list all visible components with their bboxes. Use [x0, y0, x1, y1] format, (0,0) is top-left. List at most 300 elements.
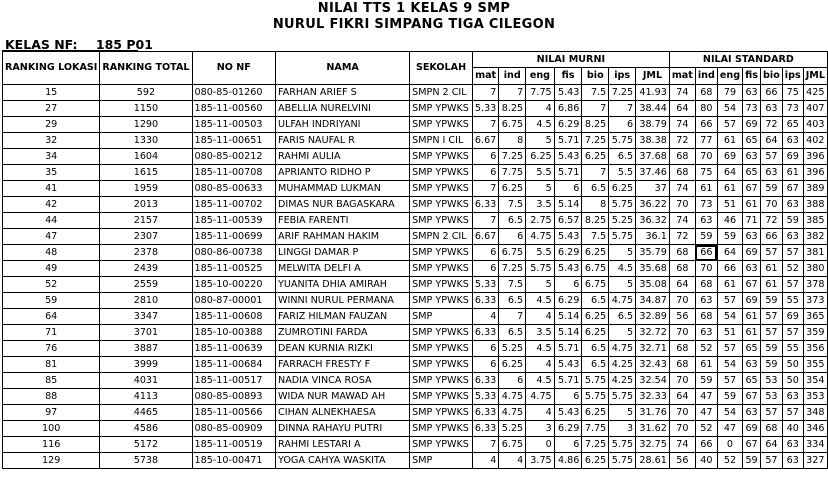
cell-std-bio[interactable]: 68	[761, 421, 783, 437]
cell-std-ips[interactable]: 57	[782, 405, 803, 421]
cell-murni-ind[interactable]: 5.25	[499, 341, 526, 357]
cell-murni-eng[interactable]: 4	[526, 405, 555, 421]
cell-ranking-lokasi[interactable]: 15	[3, 85, 100, 101]
cell-std-eng[interactable]: 79	[717, 85, 742, 101]
cell-murni-jml[interactable]: 32.71	[636, 341, 670, 357]
cell-murni-bio[interactable]: 7.25	[582, 437, 609, 453]
cell-sekolah[interactable]: SMP YPWKS	[410, 325, 473, 341]
cell-ranking-total[interactable]: 592	[100, 85, 192, 101]
cell-std-mat[interactable]: 74	[669, 181, 695, 197]
cell-murni-mat[interactable]: 6.33	[472, 325, 498, 341]
cell-murni-ips[interactable]: 3	[609, 421, 636, 437]
cell-std-eng[interactable]: 51	[717, 325, 742, 341]
cell-std-mat[interactable]: 74	[669, 213, 695, 229]
cell-murni-mat[interactable]: 6.67	[472, 229, 498, 245]
cell-ranking-total[interactable]: 3701	[100, 325, 192, 341]
cell-std-eng[interactable]: 54	[717, 101, 742, 117]
cell-std-bio[interactable]: 72	[761, 117, 783, 133]
cell-murni-fis[interactable]: 5.71	[554, 133, 582, 149]
cell-nama[interactable]: YOGA CAHYA WASKITA	[276, 453, 410, 469]
cell-murni-fis[interactable]: 6.57	[554, 213, 582, 229]
header-std-fis[interactable]: fis	[743, 68, 761, 85]
cell-murni-ind[interactable]: 7.25	[499, 149, 526, 165]
cell-std-jml[interactable]: 348	[803, 405, 827, 421]
cell-std-jml[interactable]: 327	[803, 453, 827, 469]
cell-murni-eng[interactable]: 6.25	[526, 149, 555, 165]
cell-murni-ips[interactable]: 5.75	[609, 389, 636, 405]
cell-std-eng[interactable]: 54	[717, 309, 742, 325]
cell-std-mat[interactable]: 68	[669, 245, 695, 261]
cell-murni-mat[interactable]: 7	[472, 117, 498, 133]
cell-std-eng[interactable]: 51	[717, 197, 742, 213]
cell-std-ind[interactable]: 52	[695, 341, 717, 357]
cell-murni-fis[interactable]: 6	[554, 389, 582, 405]
cell-no-nf[interactable]: 185-11-00560	[192, 101, 276, 117]
cell-std-jml[interactable]: 396	[803, 165, 827, 181]
cell-murni-ind[interactable]: 7.5	[499, 277, 526, 293]
cell-murni-bio[interactable]: 7	[582, 165, 609, 181]
cell-ranking-total[interactable]: 2559	[100, 277, 192, 293]
cell-ranking-total[interactable]: 3999	[100, 357, 192, 373]
cell-std-ips[interactable]: 63	[782, 229, 803, 245]
cell-no-nf[interactable]: 185-11-00702	[192, 197, 276, 213]
cell-nama[interactable]: FARIZ HILMAN FAUZAN	[276, 309, 410, 325]
cell-std-fis[interactable]: 63	[743, 85, 761, 101]
cell-ranking-lokasi[interactable]: 52	[3, 277, 100, 293]
cell-murni-ind[interactable]: 8.25	[499, 101, 526, 117]
cell-murni-mat[interactable]: 5.33	[472, 277, 498, 293]
cell-ranking-lokasi[interactable]: 47	[3, 229, 100, 245]
cell-std-jml[interactable]: 402	[803, 133, 827, 149]
cell-std-ips[interactable]: 63	[782, 453, 803, 469]
cell-std-ips[interactable]: 50	[782, 357, 803, 373]
cell-murni-ips[interactable]: 5.75	[609, 229, 636, 245]
cell-std-ind[interactable]: 47	[695, 405, 717, 421]
cell-std-jml[interactable]: 388	[803, 197, 827, 213]
cell-murni-eng[interactable]: 4.5	[526, 373, 555, 389]
cell-murni-bio[interactable]: 6.25	[582, 309, 609, 325]
cell-ranking-total[interactable]: 1604	[100, 149, 192, 165]
cell-std-eng[interactable]: 64	[717, 245, 742, 261]
cell-no-nf[interactable]: 185-11-00651	[192, 133, 276, 149]
cell-sekolah[interactable]: SMP YPWKS	[410, 293, 473, 309]
cell-no-nf[interactable]: 185-11-00566	[192, 405, 276, 421]
cell-std-ind[interactable]: 75	[695, 165, 717, 181]
cell-murni-bio[interactable]: 7.5	[582, 229, 609, 245]
cell-no-nf[interactable]: 185-10-00471	[192, 453, 276, 469]
cell-std-bio[interactable]: 61	[761, 277, 783, 293]
cell-murni-fis[interactable]: 5.43	[554, 405, 582, 421]
cell-murni-jml[interactable]: 31.62	[636, 421, 670, 437]
cell-ranking-lokasi[interactable]: 116	[3, 437, 100, 453]
cell-murni-eng[interactable]: 4.5	[526, 117, 555, 133]
cell-nama[interactable]: LINGGI DAMAR P	[276, 245, 410, 261]
cell-murni-ind[interactable]: 7.75	[499, 165, 526, 181]
cell-no-nf[interactable]: 185-11-00699	[192, 229, 276, 245]
cell-murni-jml[interactable]: 32.54	[636, 373, 670, 389]
cell-murni-fis[interactable]: 6.29	[554, 421, 582, 437]
cell-std-eng[interactable]: 57	[717, 293, 742, 309]
header-murni-eng[interactable]: eng	[526, 68, 555, 85]
cell-std-jml[interactable]: 354	[803, 373, 827, 389]
cell-murni-jml[interactable]: 36.22	[636, 197, 670, 213]
cell-std-mat[interactable]: 72	[669, 229, 695, 245]
cell-murni-eng[interactable]: 4	[526, 101, 555, 117]
cell-std-mat[interactable]: 70	[669, 197, 695, 213]
cell-std-bio[interactable]: 66	[761, 229, 783, 245]
header-murni-mat[interactable]: mat	[472, 68, 498, 85]
cell-murni-jml[interactable]: 28.61	[636, 453, 670, 469]
cell-nama[interactable]: WIDA NUR MAWAD AH	[276, 389, 410, 405]
cell-no-nf[interactable]: 185-10-00220	[192, 277, 276, 293]
cell-murni-ind[interactable]: 6.25	[499, 357, 526, 373]
cell-std-bio[interactable]: 64	[761, 437, 783, 453]
cell-std-mat[interactable]: 72	[669, 133, 695, 149]
cell-std-ind[interactable]: 59	[695, 373, 717, 389]
cell-sekolah[interactable]: SMP YPWKS	[410, 357, 473, 373]
header-std-eng[interactable]: eng	[717, 68, 742, 85]
cell-ranking-total[interactable]: 1959	[100, 181, 192, 197]
cell-murni-bio[interactable]: 6.25	[582, 149, 609, 165]
cell-murni-ind[interactable]: 7	[499, 309, 526, 325]
cell-murni-bio[interactable]: 6.25	[582, 325, 609, 341]
cell-murni-ind[interactable]: 6.5	[499, 325, 526, 341]
cell-std-jml[interactable]: 378	[803, 277, 827, 293]
cell-std-mat[interactable]: 70	[669, 421, 695, 437]
cell-std-mat[interactable]: 68	[669, 341, 695, 357]
cell-std-jml[interactable]: 353	[803, 389, 827, 405]
cell-murni-bio[interactable]: 8.25	[582, 213, 609, 229]
cell-murni-eng[interactable]: 0	[526, 437, 555, 453]
cell-murni-ind[interactable]: 6.5	[499, 293, 526, 309]
header-murni-ind[interactable]: ind	[499, 68, 526, 85]
cell-murni-fis[interactable]: 6	[554, 181, 582, 197]
class-value[interactable]: 185 P01	[95, 37, 153, 52]
cell-murni-mat[interactable]: 6.33	[472, 293, 498, 309]
cell-std-bio[interactable]: 59	[761, 341, 783, 357]
cell-std-ips[interactable]: 67	[782, 181, 803, 197]
cell-std-ind[interactable]: 40	[695, 453, 717, 469]
cell-no-nf[interactable]: 185-11-00539	[192, 213, 276, 229]
cell-ranking-lokasi[interactable]: 59	[3, 293, 100, 309]
cell-no-nf[interactable]: 185-11-00525	[192, 261, 276, 277]
cell-murni-ips[interactable]: 4.5	[609, 261, 636, 277]
cell-murni-ips[interactable]: 5.75	[609, 133, 636, 149]
cell-murni-bio[interactable]: 7.5	[582, 85, 609, 101]
cell-nama[interactable]: RAHMI LESTARI A	[276, 437, 410, 453]
cell-nama[interactable]: YUANITA DHIA AMIRAH	[276, 277, 410, 293]
cell-murni-ips[interactable]: 5.5	[609, 165, 636, 181]
cell-murni-jml[interactable]: 41.93	[636, 85, 670, 101]
cell-ranking-total[interactable]: 1615	[100, 165, 192, 181]
cell-std-mat[interactable]: 68	[669, 357, 695, 373]
cell-sekolah[interactable]: SMP YPWKS	[410, 245, 473, 261]
cell-murni-ind[interactable]: 6.75	[499, 117, 526, 133]
cell-std-ind[interactable]: 47	[695, 389, 717, 405]
cell-murni-mat[interactable]: 6	[472, 341, 498, 357]
cell-nama[interactable]: ULFAH INDRIYANI	[276, 117, 410, 133]
cell-ranking-lokasi[interactable]: 49	[3, 261, 100, 277]
cell-murni-ind[interactable]: 4	[499, 453, 526, 469]
cell-murni-ind[interactable]: 6.75	[499, 245, 526, 261]
header-no-nf[interactable]: NO NF	[192, 52, 276, 85]
cell-std-bio[interactable]: 57	[761, 245, 783, 261]
cell-murni-eng[interactable]: 5	[526, 133, 555, 149]
cell-std-ind[interactable]: 70	[695, 261, 717, 277]
cell-std-jml[interactable]: 396	[803, 149, 827, 165]
cell-murni-mat[interactable]: 6.33	[472, 405, 498, 421]
cell-std-ips[interactable]: 40	[782, 421, 803, 437]
cell-sekolah[interactable]: SMP YPWKS	[410, 261, 473, 277]
header-nilai-murni[interactable]: NILAI MURNI	[472, 52, 669, 68]
cell-ranking-total[interactable]: 2810	[100, 293, 192, 309]
cell-std-mat[interactable]: 70	[669, 405, 695, 421]
cell-std-mat[interactable]: 68	[669, 149, 695, 165]
cell-murni-jml[interactable]: 38.79	[636, 117, 670, 133]
cell-std-ips[interactable]: 63	[782, 197, 803, 213]
cell-nama[interactable]: ABELLIA NURELVINI	[276, 101, 410, 117]
cell-std-mat[interactable]: 64	[669, 277, 695, 293]
cell-std-ind[interactable]: 80	[695, 101, 717, 117]
cell-std-mat[interactable]: 74	[669, 85, 695, 101]
cell-murni-bio[interactable]: 6.25	[582, 245, 609, 261]
cell-std-mat[interactable]: 68	[669, 165, 695, 181]
header-ranking-total[interactable]: RANKING TOTAL	[100, 52, 192, 85]
cell-murni-mat[interactable]: 5.33	[472, 101, 498, 117]
cell-std-eng[interactable]: 69	[717, 149, 742, 165]
cell-no-nf[interactable]: 185-11-00519	[192, 437, 276, 453]
cell-murni-eng[interactable]: 2.75	[526, 213, 555, 229]
cell-std-fis[interactable]: 65	[743, 165, 761, 181]
cell-murni-jml[interactable]: 38.44	[636, 101, 670, 117]
cell-sekolah[interactable]: SMP YPWKS	[410, 389, 473, 405]
cell-murni-fis[interactable]: 5.43	[554, 85, 582, 101]
cell-murni-bio[interactable]: 7.25	[582, 133, 609, 149]
cell-std-fis[interactable]: 63	[743, 229, 761, 245]
cell-murni-ips[interactable]: 4.75	[609, 293, 636, 309]
cell-std-ips[interactable]: 73	[782, 101, 803, 117]
cell-std-ips[interactable]: 65	[782, 117, 803, 133]
cell-murni-fis[interactable]: 6.29	[554, 245, 582, 261]
cell-murni-jml[interactable]: 38.38	[636, 133, 670, 149]
cell-std-jml[interactable]: 380	[803, 261, 827, 277]
cell-murni-ips[interactable]: 5	[609, 245, 636, 261]
cell-murni-bio[interactable]: 8	[582, 197, 609, 213]
cell-ranking-lokasi[interactable]: 34	[3, 149, 100, 165]
cell-std-eng[interactable]: 52	[717, 453, 742, 469]
cell-murni-ips[interactable]: 6	[609, 117, 636, 133]
cell-murni-ind[interactable]: 6.5	[499, 213, 526, 229]
cell-std-eng[interactable]: 64	[717, 165, 742, 181]
cell-nama[interactable]: MUHAMMAD LUKMAN	[276, 181, 410, 197]
cell-std-jml[interactable]: 356	[803, 341, 827, 357]
cell-murni-eng[interactable]: 5.5	[526, 165, 555, 181]
cell-sekolah[interactable]: SMP YPWKS	[410, 181, 473, 197]
cell-murni-jml[interactable]: 36.1	[636, 229, 670, 245]
cell-murni-fis[interactable]: 5.14	[554, 325, 582, 341]
cell-nama[interactable]: RAHMI AULIA	[276, 149, 410, 165]
cell-std-eng[interactable]: 0	[717, 437, 742, 453]
cell-ranking-total[interactable]: 2013	[100, 197, 192, 213]
cell-nama[interactable]: DINNA RAHAYU PUTRI	[276, 421, 410, 437]
cell-std-ind[interactable]: 66	[695, 245, 717, 261]
cell-nama[interactable]: DIMAS NUR BAGASKARA	[276, 197, 410, 213]
cell-std-jml[interactable]: 373	[803, 293, 827, 309]
cell-ranking-total[interactable]: 5172	[100, 437, 192, 453]
cell-std-eng[interactable]: 54	[717, 357, 742, 373]
cell-sekolah[interactable]: SMPN I CIL	[410, 133, 473, 149]
cell-std-bio[interactable]: 53	[761, 389, 783, 405]
cell-sekolah[interactable]: SMP YPWKS	[410, 437, 473, 453]
cell-no-nf[interactable]: 185-11-00639	[192, 341, 276, 357]
cell-std-bio[interactable]: 53	[761, 373, 783, 389]
header-murni-ips[interactable]: ips	[609, 68, 636, 85]
cell-std-mat[interactable]: 56	[669, 453, 695, 469]
cell-murni-mat[interactable]: 7	[472, 213, 498, 229]
cell-std-eng[interactable]: 61	[717, 133, 742, 149]
header-sekolah[interactable]: SEKOLAH	[410, 52, 473, 85]
cell-std-jml[interactable]: 403	[803, 117, 827, 133]
cell-sekolah[interactable]: SMP YPWKS	[410, 117, 473, 133]
cell-murni-eng[interactable]: 4.5	[526, 341, 555, 357]
cell-no-nf[interactable]: 080-86-00738	[192, 245, 276, 261]
cell-murni-ips[interactable]: 5	[609, 405, 636, 421]
cell-sekolah[interactable]: SMP YPWKS	[410, 101, 473, 117]
cell-murni-ind[interactable]: 6.25	[499, 181, 526, 197]
cell-std-bio[interactable]: 63	[761, 165, 783, 181]
cell-std-fis[interactable]: 67	[743, 389, 761, 405]
cell-murni-ind[interactable]: 6	[499, 373, 526, 389]
cell-no-nf[interactable]: 080-85-00893	[192, 389, 276, 405]
cell-std-jml[interactable]: 382	[803, 229, 827, 245]
cell-murni-bio[interactable]: 6.5	[582, 341, 609, 357]
cell-std-ips[interactable]: 63	[782, 437, 803, 453]
cell-std-ips[interactable]: 75	[782, 85, 803, 101]
cell-murni-ind[interactable]: 4.75	[499, 389, 526, 405]
cell-std-jml[interactable]: 346	[803, 421, 827, 437]
cell-ranking-lokasi[interactable]: 41	[3, 181, 100, 197]
cell-murni-bio[interactable]: 6.25	[582, 453, 609, 469]
cell-std-ips[interactable]: 69	[782, 149, 803, 165]
cell-std-mat[interactable]: 74	[669, 437, 695, 453]
cell-nama[interactable]: WINNI NURUL PERMANA	[276, 293, 410, 309]
cell-std-ind[interactable]: 68	[695, 309, 717, 325]
cell-murni-jml[interactable]: 37.46	[636, 165, 670, 181]
cell-ranking-lokasi[interactable]: 97	[3, 405, 100, 421]
header-std-mat[interactable]: mat	[669, 68, 695, 85]
cell-std-fis[interactable]: 63	[743, 149, 761, 165]
cell-std-ind[interactable]: 61	[695, 357, 717, 373]
header-murni-fis[interactable]: fis	[554, 68, 582, 85]
cell-std-ips[interactable]: 55	[782, 341, 803, 357]
cell-std-ind[interactable]: 63	[695, 293, 717, 309]
cell-murni-eng[interactable]: 4.5	[526, 293, 555, 309]
cell-murni-fis[interactable]: 5.71	[554, 373, 582, 389]
cell-sekolah[interactable]: SMP YPWKS	[410, 165, 473, 181]
cell-murni-ind[interactable]: 7.25	[499, 261, 526, 277]
cell-murni-ips[interactable]: 7	[609, 101, 636, 117]
cell-std-fis[interactable]: 69	[743, 421, 761, 437]
cell-murni-ips[interactable]: 4.25	[609, 373, 636, 389]
cell-murni-eng[interactable]: 3	[526, 421, 555, 437]
cell-ranking-lokasi[interactable]: 44	[3, 213, 100, 229]
cell-murni-jml[interactable]: 35.79	[636, 245, 670, 261]
cell-std-ind[interactable]: 66	[695, 117, 717, 133]
cell-std-bio[interactable]: 59	[761, 181, 783, 197]
cell-murni-ips[interactable]: 7.25	[609, 85, 636, 101]
cell-no-nf[interactable]: 080-85-01260	[192, 85, 276, 101]
cell-murni-bio[interactable]: 6.5	[582, 293, 609, 309]
cell-ranking-lokasi[interactable]: 81	[3, 357, 100, 373]
cell-ranking-lokasi[interactable]: 32	[3, 133, 100, 149]
cell-std-fis[interactable]: 65	[743, 341, 761, 357]
cell-murni-eng[interactable]: 5.5	[526, 245, 555, 261]
cell-std-ind[interactable]: 61	[695, 181, 717, 197]
cell-std-bio[interactable]: 57	[761, 149, 783, 165]
cell-murni-mat[interactable]: 4	[472, 453, 498, 469]
cell-std-ind[interactable]: 63	[695, 325, 717, 341]
cell-murni-fis[interactable]: 6.86	[554, 101, 582, 117]
cell-murni-ind[interactable]: 7.5	[499, 197, 526, 213]
cell-std-ips[interactable]: 69	[782, 309, 803, 325]
cell-ranking-lokasi[interactable]: 64	[3, 309, 100, 325]
header-std-ind[interactable]: ind	[695, 68, 717, 85]
cell-std-mat[interactable]: 64	[669, 389, 695, 405]
cell-std-jml[interactable]: 334	[803, 437, 827, 453]
cell-murni-eng[interactable]: 3.5	[526, 197, 555, 213]
cell-murni-jml[interactable]: 32.89	[636, 309, 670, 325]
cell-nama[interactable]: NADIA VINCA ROSA	[276, 373, 410, 389]
cell-ranking-total[interactable]: 2439	[100, 261, 192, 277]
cell-std-ips[interactable]: 57	[782, 245, 803, 261]
cell-std-fis[interactable]: 65	[743, 373, 761, 389]
cell-murni-ind[interactable]: 8	[499, 133, 526, 149]
cell-murni-jml[interactable]: 37	[636, 181, 670, 197]
cell-std-eng[interactable]: 57	[717, 341, 742, 357]
cell-std-jml[interactable]: 425	[803, 85, 827, 101]
cell-std-eng[interactable]: 46	[717, 213, 742, 229]
cell-murni-fis[interactable]: 5.71	[554, 165, 582, 181]
cell-ranking-lokasi[interactable]: 27	[3, 101, 100, 117]
cell-nama[interactable]: ZUMROTINI FARDA	[276, 325, 410, 341]
cell-sekolah[interactable]: SMP YPWKS	[410, 421, 473, 437]
cell-murni-jml[interactable]: 31.76	[636, 405, 670, 421]
cell-ranking-total[interactable]: 2378	[100, 245, 192, 261]
cell-murni-ind[interactable]: 6.75	[499, 437, 526, 453]
cell-std-ips[interactable]: 52	[782, 261, 803, 277]
cell-std-fis[interactable]: 67	[743, 181, 761, 197]
cell-std-fis[interactable]: 61	[743, 197, 761, 213]
cell-ranking-total[interactable]: 3347	[100, 309, 192, 325]
cell-ranking-total[interactable]: 5738	[100, 453, 192, 469]
cell-murni-eng[interactable]: 3.75	[526, 453, 555, 469]
cell-no-nf[interactable]: 080-87-00001	[192, 293, 276, 309]
cell-murni-eng[interactable]: 4	[526, 357, 555, 373]
cell-murni-bio[interactable]: 8.25	[582, 117, 609, 133]
cell-sekolah[interactable]: SMPN 2 CIL	[410, 229, 473, 245]
cell-ranking-total[interactable]: 1330	[100, 133, 192, 149]
cell-ranking-lokasi[interactable]: 35	[3, 165, 100, 181]
cell-murni-fis[interactable]: 6.29	[554, 293, 582, 309]
cell-murni-mat[interactable]: 6	[472, 245, 498, 261]
cell-murni-eng[interactable]: 7.75	[526, 85, 555, 101]
cell-std-fis[interactable]: 63	[743, 261, 761, 277]
header-std-jml[interactable]: JML	[803, 68, 827, 85]
cell-std-jml[interactable]: 381	[803, 245, 827, 261]
header-std-bio[interactable]: bio	[761, 68, 783, 85]
header-ranking-lokasi[interactable]: RANKING LOKASI	[3, 52, 100, 85]
cell-std-fis[interactable]: 67	[743, 437, 761, 453]
